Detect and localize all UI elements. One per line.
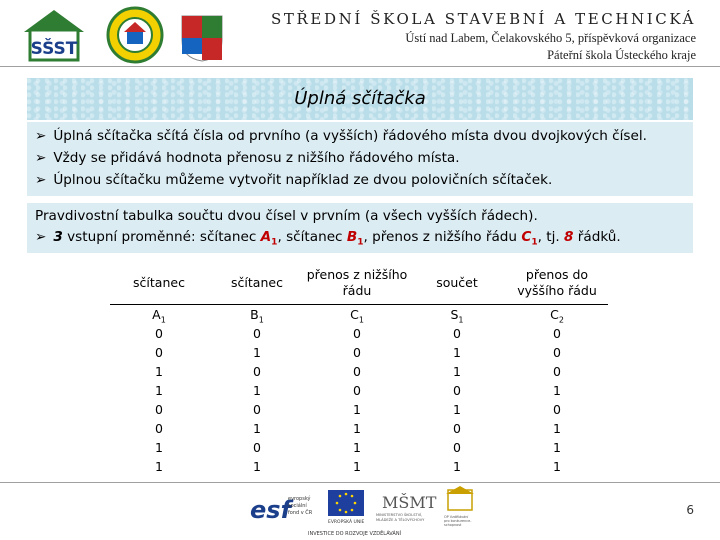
column-header: součet bbox=[436, 275, 478, 290]
table-cell: 1 bbox=[155, 440, 163, 455]
footer-divider bbox=[0, 482, 720, 483]
school-name: STŘEDNÍ ŠKOLA STAVEBNÍ A TECHNICKÁ bbox=[271, 10, 696, 28]
bullet-box bbox=[27, 122, 693, 196]
round-school-emblem bbox=[106, 6, 164, 64]
column-header: sčítanec bbox=[231, 275, 283, 290]
table-cell: 0 bbox=[253, 402, 261, 417]
table-cell: 1 bbox=[155, 364, 163, 379]
table-cell: 0 bbox=[253, 326, 261, 341]
table-cell: 1 bbox=[453, 345, 461, 360]
column-header: sčítanec bbox=[133, 275, 185, 290]
intro-text: Pravdivostní tabulka součtu dvou čísel v prvním (a všech vyšších řádech). bbox=[35, 208, 538, 224]
table-cell: 0 bbox=[253, 440, 261, 455]
table-cell: 1 bbox=[453, 459, 461, 474]
svg-text:pro konkurence-: pro konkurence- bbox=[444, 519, 472, 523]
table-cell: 1 bbox=[155, 459, 163, 474]
table-cell: 0 bbox=[453, 326, 461, 341]
var-b: B bbox=[346, 229, 358, 245]
table-row bbox=[110, 324, 608, 343]
bullet-item: ➢ Úplnou sčítačku můžeme vytvořit například ze dvou polovičních sčítaček. bbox=[35, 172, 553, 188]
svg-text:fond v ČR: fond v ČR bbox=[288, 510, 313, 516]
table-row bbox=[110, 362, 608, 381]
region-coat-of-arms bbox=[180, 14, 224, 62]
table-header-row bbox=[110, 262, 608, 304]
arrow-bullet-icon: ➢ bbox=[35, 229, 47, 245]
table-cell: 1 bbox=[253, 345, 261, 360]
table-cell: 1 bbox=[353, 459, 361, 474]
table-cell: 1 bbox=[553, 421, 561, 436]
logo-text: SŠST bbox=[30, 39, 78, 59]
school-subtitle: Páteřní škola Ústeckého kraje bbox=[547, 48, 696, 62]
table-cell: 0 bbox=[253, 364, 261, 379]
row-count: 8 bbox=[564, 229, 574, 245]
variable-count: 3 bbox=[53, 229, 63, 245]
table-cell: 0 bbox=[353, 383, 361, 398]
column-header: přenos do vyššího řádu bbox=[517, 267, 597, 298]
column-symbol: $C_1$ bbox=[350, 306, 364, 324]
table-cell: 0 bbox=[353, 364, 361, 379]
table-row bbox=[110, 457, 608, 476]
table-cell: 0 bbox=[155, 421, 163, 436]
svg-text:evropský: evropský bbox=[288, 496, 311, 502]
school-logo bbox=[22, 8, 86, 64]
svg-text:MLÁDEŽE A TĚLOVÝCHOVY: MLÁDEŽE A TĚLOVÝCHOVY bbox=[376, 518, 425, 522]
table-cell: 1 bbox=[253, 421, 261, 436]
variables-line: ➢ 3 vstupní proměnné: sčítanec $A_1$, sčítanec $B_1$, přenos z nižšího řádu $C_1$, tj. 8 řádků. bbox=[35, 229, 621, 248]
table-row bbox=[110, 400, 608, 419]
header-divider bbox=[0, 66, 720, 67]
table-header-divider bbox=[110, 304, 608, 305]
table-cell: 1 bbox=[353, 402, 361, 417]
table-cell: 0 bbox=[553, 364, 561, 379]
svg-text:sociální: sociální bbox=[288, 503, 307, 509]
table-cell: 0 bbox=[453, 440, 461, 455]
table-cell: 0 bbox=[155, 326, 163, 341]
column-symbol: $A_1$ bbox=[152, 306, 166, 324]
arrow-bullet-icon: ➢ bbox=[35, 128, 47, 144]
table-cell: 0 bbox=[553, 345, 561, 360]
table-cell: 0 bbox=[155, 345, 163, 360]
table-cell: 1 bbox=[253, 383, 261, 398]
svg-text:MŠMT: MŠMT bbox=[382, 493, 437, 512]
svg-text:INVESTICE DO ROZVOJE VZDĚLÁVÁN: INVESTICE DO ROZVOJE VZDĚLÁVÁNÍ bbox=[308, 531, 402, 537]
column-symbol: $C_2$ bbox=[550, 306, 564, 324]
table-cell: 0 bbox=[553, 326, 561, 341]
table-cell: 0 bbox=[353, 345, 361, 360]
bullet-item: ➢ Vždy se přidává hodnota přenosu z nižšího řádového místa. bbox=[35, 150, 460, 166]
var-c: C bbox=[521, 229, 532, 245]
school-address: Ústí nad Labem, Čelakovského 5, příspěvková organizace bbox=[405, 31, 696, 45]
column-symbol: $B_1$ bbox=[250, 306, 264, 324]
eu-funding-logos bbox=[248, 486, 480, 538]
table-row bbox=[110, 381, 608, 400]
table-cell: 1 bbox=[353, 421, 361, 436]
truth-table bbox=[110, 262, 608, 476]
table-row bbox=[110, 419, 608, 438]
table-cell: 1 bbox=[453, 402, 461, 417]
table-cell: 1 bbox=[155, 383, 163, 398]
table-cell: 1 bbox=[553, 459, 561, 474]
svg-text:EVROPSKÁ UNIE: EVROPSKÁ UNIE bbox=[328, 520, 365, 525]
arrow-bullet-icon: ➢ bbox=[35, 172, 47, 188]
table-cell: 0 bbox=[353, 326, 361, 341]
column-header: přenos z nižšího řádu bbox=[306, 267, 408, 298]
table-cell: 1 bbox=[453, 364, 461, 379]
arrow-bullet-icon: ➢ bbox=[35, 150, 47, 166]
table-row bbox=[110, 343, 608, 362]
table-cell: 0 bbox=[453, 421, 461, 436]
table-cell: 1 bbox=[253, 459, 261, 474]
var-a: A bbox=[260, 229, 272, 245]
svg-text:schopnost: schopnost bbox=[444, 523, 462, 527]
table-cell: 1 bbox=[353, 440, 361, 455]
table-cell: 1 bbox=[553, 383, 561, 398]
table-cell: 0 bbox=[453, 383, 461, 398]
table-cell: 0 bbox=[553, 402, 561, 417]
table-symbol-row bbox=[110, 304, 608, 324]
column-symbol: $S_1$ bbox=[450, 306, 464, 324]
title-bar bbox=[27, 78, 693, 120]
truth-table-intro-box bbox=[27, 203, 693, 253]
table-cell: 0 bbox=[155, 402, 163, 417]
svg-text:MINISTERSTVO ŠKOLSTVÍ,: MINISTERSTVO ŠKOLSTVÍ, bbox=[376, 513, 423, 517]
table-row bbox=[110, 438, 608, 457]
svg-text:esf: esf bbox=[250, 496, 292, 524]
svg-text:OP Vzdělávání: OP Vzdělávání bbox=[444, 515, 469, 519]
page-number: 6 bbox=[686, 503, 694, 517]
bullet-item: ➢ Úplná sčítačka sčítá čísla od prvního (a vyšších) řádového místa dvou dvojkových čísel. bbox=[35, 128, 647, 144]
slide-title: Úplná sčítačka bbox=[294, 88, 426, 109]
table-cell: 1 bbox=[553, 440, 561, 455]
